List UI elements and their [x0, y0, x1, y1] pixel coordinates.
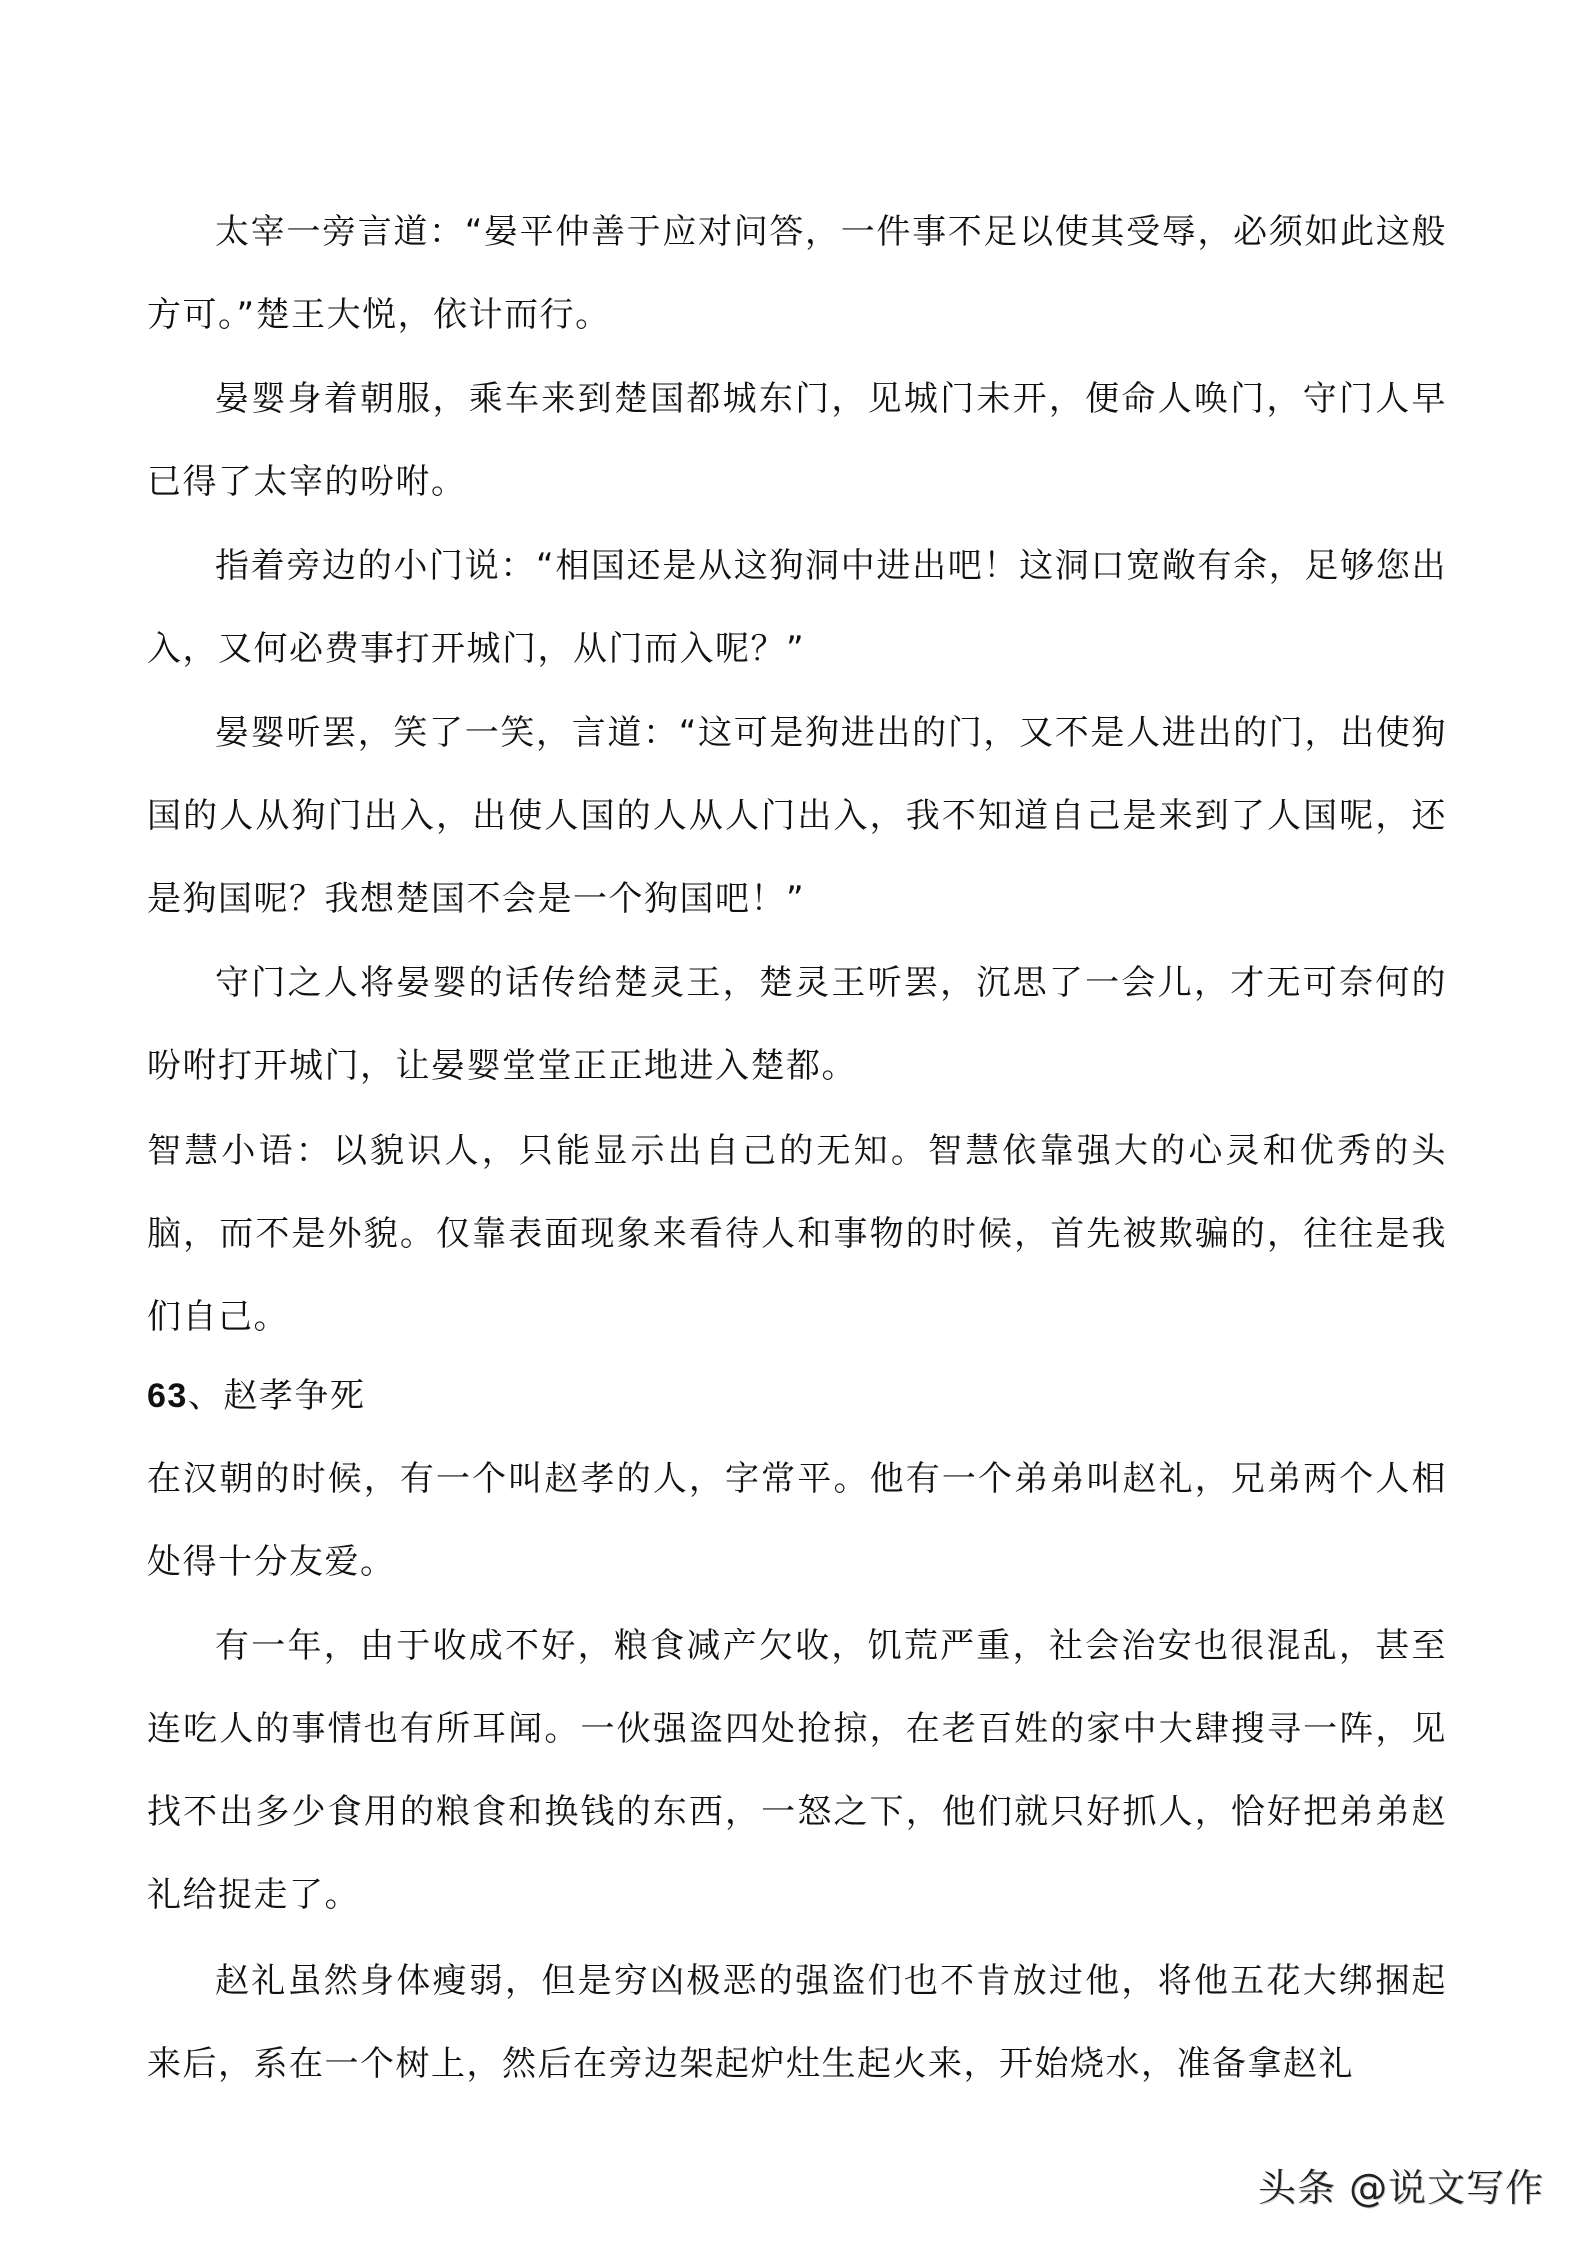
- paragraph-wisdom-note: 智慧小语：以貌识人，只能显示出自己的无知。智慧依靠强大的心灵和优秀的头脑，而不是外貌。仅靠表面现象来看待人和事物的时候，首先被欺骗的，往往是我们自己。: [147, 1131, 1447, 1337]
- section-separator: 、: [187, 1376, 224, 1416]
- paragraph-yanying-reply: 晏婴听罢，笑了一笑，言道：“这可是狗进出的门，又不是人进出的门，出使狗国的人从狗门出入，出使人国的人从人门出入，我不知道自己是来到了人国呢，还是狗国呢？我想楚国不会是一个狗国吧！”: [147, 713, 1447, 919]
- paragraph-taizai-advice: 太宰一旁言道：“晏平仲善于应对问答，一件事不足以使其受辱，必须如此这般方可。”楚王大悦，依计而行。: [147, 212, 1447, 335]
- section-title: 赵孝争死: [223, 1376, 366, 1416]
- paragraph-yanying-arrives: 晏婴身着朝服，乘车来到楚国都城东门，见城门未开，便命人唤门，守门人早已得了太宰的吩咐。: [147, 379, 1447, 502]
- section-heading: [147, 1355, 1447, 1438]
- watermark-label: 头条 @说文写作: [1258, 2166, 1545, 2210]
- section-number: 63: [147, 1377, 188, 1415]
- paragraph-zhaoxiao-intro: 在汉朝的时候，有一个叫赵孝的人，字常平。他有一个弟弟叫赵礼，兄弟两个人相处得十分友爱。: [147, 1459, 1447, 1582]
- paragraph-famine-bandits: 有一年，由于收成不好，粮食减产欠收，饥荒严重，社会治安也很混乱，甚至连吃人的事情也有所耳闻。一伙强盗四处抢掠，在老百姓的家中大肆搜寻一阵，见找不出多少食用的粮食和换钱的东西，一怒之下，他们就只好抓人，恰好把弟弟赵礼给捉走了。: [147, 1626, 1447, 1915]
- paragraph-king-opens-gate: 守门之人将晏婴的话传给楚灵王，楚灵王听罢，沉思了一会儿，才无可奈何的吩咐打开城门，让晏婴堂堂正正地进入楚都。: [147, 963, 1447, 1086]
- paragraph-gatekeeper-dog-door: 指着旁边的小门说：“相国还是从这狗洞中进出吧！这洞口宽敞有余，足够您出入，又何必费事打开城门，从门而入呢？”: [147, 546, 1447, 669]
- paragraph-zhaoli-captured: 赵礼虽然身体瘦弱，但是穷凶极恶的强盗们也不肯放过他，将他五花大绑捆起来后，系在一个树上，然后在旁边架起炉灶生起火来，开始烧水，准备拿赵礼: [147, 1961, 1447, 2084]
